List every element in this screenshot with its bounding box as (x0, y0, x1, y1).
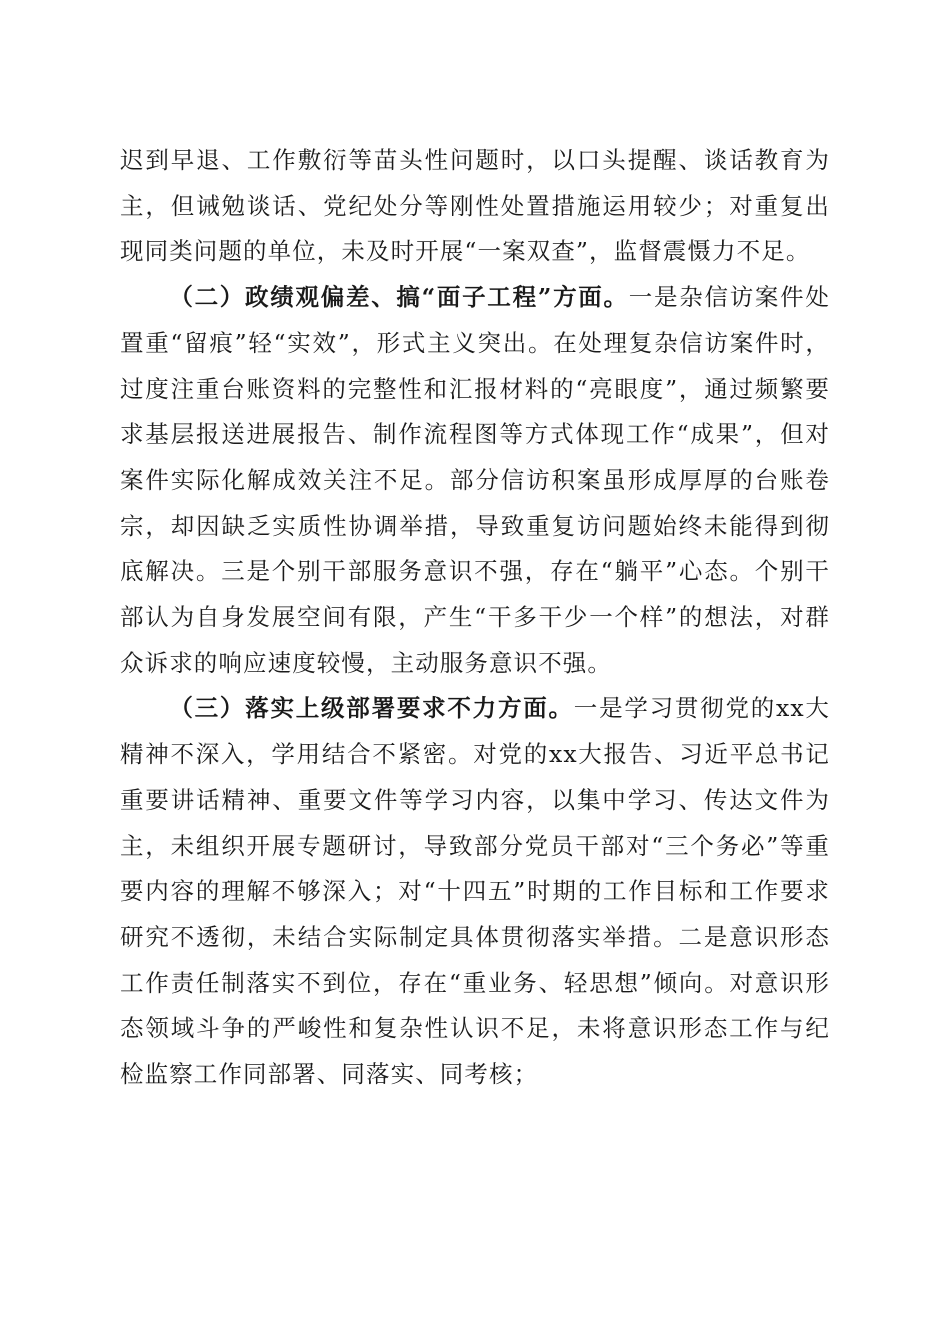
section-three-body: 一是学习贯彻党的xx大精神不深入，学用结合不紧密。对党的xx大报告、习近平总书记重要讲话精神、重要文件等学习内容，以集中学习、传达文件为主，未组织开展专题研讨，导致部分党员干部对“三个务必”等重要内容的理解不够深入；对“十四五”时期的工作目标和工作要求研究不透彻，未结合实际制定具体贯彻落实举措。二是意识形态工作责任制落实不到位，存在“重业务、轻思想”倾向。对意识形态领域斗争的严峻性和复杂性认识不足，未将意识形态工作与纪检监察工作同部署、同落实、同考核； (120, 694, 831, 1089)
paragraph-continued: 迟到早退、工作敷衍等苗头性问题时，以口头提醒、谈话教育为主，但诫勉谈话、党纪处分等刚性处置措施运用较少；对重复出现同类问题的单位，未及时开展“一案双查”，监督震慑力不足。 (120, 146, 830, 266)
section-two-paragraph (120, 275, 830, 686)
section-three-paragraph (120, 686, 830, 1097)
section-three-heading: （三）落实上级部署要求不力方面。 (169, 694, 574, 723)
section-two-body: 一是杂信访案件处置重“留痕”轻“实效”，形式主义突出。在处理复杂信访案件时，过度注重台账资料的完整性和汇报材料的“亮眼度”，通过频繁要求基层报送进展报告、制作流程图等方式体现工作“成果”，但对案件实际化解成效关注不足。部分信访积案虽形成厚厚的台账卷宗，却因缺乏实质性协调举措，导致重复访问题始终未能得到彻底解决。三是个别干部服务意识不强，存在“躺平”心态。个别干部认为自身发展空间有限，产生“干多干少一个样”的想法，对群众诉求的响应速度较慢，主动服务意识不强。 (120, 283, 830, 677)
section-two-heading: （二）政绩观偏差、搞“面子工程”方面。 (169, 283, 629, 312)
document-body (120, 138, 830, 1098)
